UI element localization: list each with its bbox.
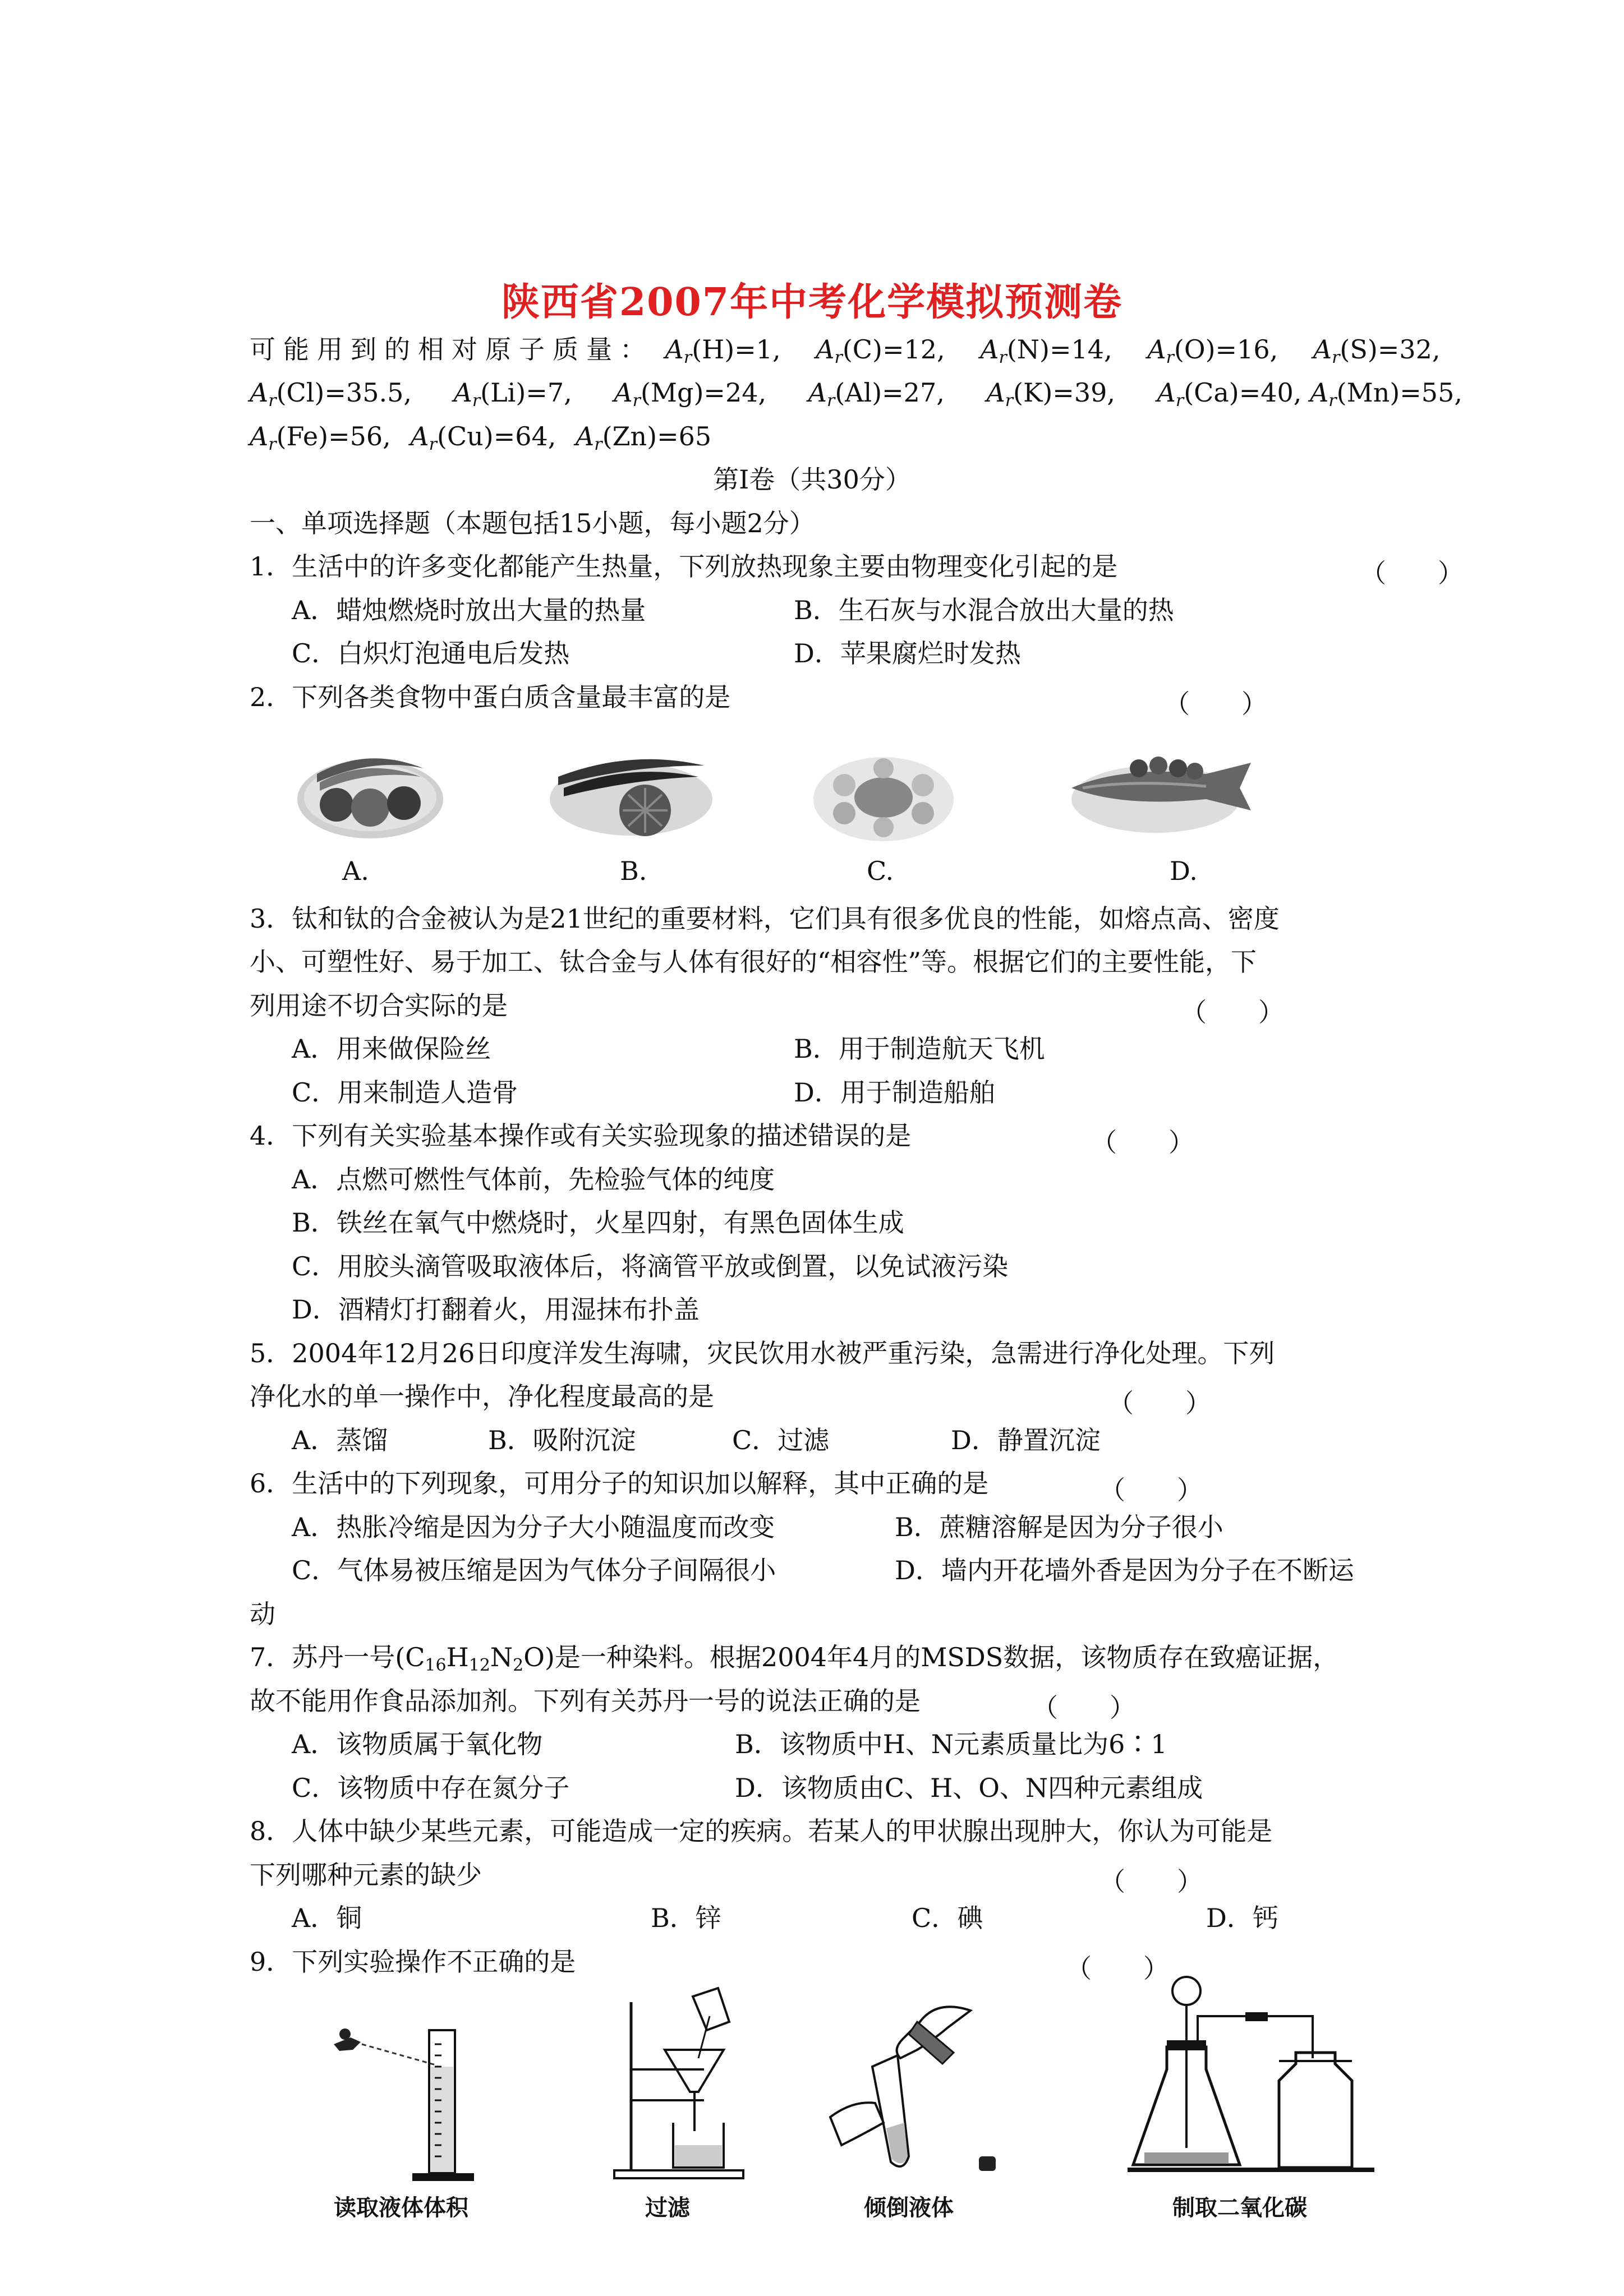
q3-option-c: C．用来制造人造骨 (292, 1077, 518, 1108)
atomic-mass-line-2: $A_r(Cl)=35.5$, $A_r(Li)=7$, $A_r(Mg)=24$, $A_r(Al)=27$, $A_r(K)=39$, $A_r(Ca)=40$, $A_r(Mn)=55$, (250, 377, 1462, 411)
q8-option-c: C．碘 (912, 1903, 983, 1933)
q7-stem-line-2: 故不能用作食品添加剂。下列有关苏丹一号的说法正确的是 (250, 1686, 921, 1716)
q7-option-d: D．该物质由C、H、O、N四种元素组成 (735, 1773, 1203, 1803)
q5-option-d: D．静置沉淀 (951, 1425, 1101, 1455)
q5-stem-line-2: 净化水的单一操作中，净化程度最高的是 (250, 1381, 714, 1412)
q1-option-c: C．白炽灯泡通电后发热 (292, 638, 570, 668)
caption-pouring-liquid: 倾倒液体 (864, 2194, 954, 2221)
caption-reading-volume: 读取液体体积 (334, 2194, 468, 2221)
exam-title: 陕西省2007年中考化学模拟预测卷 (501, 280, 1123, 325)
q2-answer-bracket: （ ） (1164, 689, 1267, 719)
q1-option-d: D．苹果腐烂时发热 (794, 638, 1021, 668)
q2-option-c: C. (867, 856, 894, 886)
q1-option-b: B．生石灰与水混合放出大量的热 (794, 595, 1174, 625)
graduated-cylinder-diagram (328, 2022, 485, 2184)
q6-stem: 6．生活中的下列现象，可用分子的知识加以解释，其中正确的是 (250, 1468, 989, 1499)
q7-stem-line-1: 7．苏丹一号$(C_{16}H_{12}N_2O)$是一种染料。根据2004年4月的MSDS数据，该物质存在致癌证据， (250, 1642, 1339, 1675)
q6-option-a: A．热胀冷缩是因为分子大小随温度而改变 (292, 1512, 775, 1542)
q4-answer-bracket: （ ） (1091, 1127, 1194, 1158)
q2-option-d: D. (1170, 856, 1198, 886)
q7-option-a: A．该物质属于氧化物 (292, 1729, 543, 1759)
q9-answer-bracket: （ ） (1066, 1953, 1169, 1984)
fish-egg-plate-image (1066, 740, 1257, 841)
q8-stem-line-2: 下列哪种元素的缺少 (250, 1860, 482, 1890)
q2-option-b: B. (620, 856, 647, 886)
q3-option-b: B．用于制造航天飞机 (794, 1034, 1045, 1064)
section-title: 第Ⅰ卷（共30分） (713, 464, 911, 495)
q5-stem-line-1: 5．2004年12月26日印度洋发生海啸，灾民饮用水被严重污染，急需进行净化处理。下列 (250, 1338, 1275, 1368)
co2-generation-diagram (1128, 1974, 1374, 2187)
q8-option-b: B．锌 (651, 1903, 721, 1933)
q8-stem-line-1: 8．人体中缺少某些元素，可能造成一定的疾病。若某人的甲状腺出现肿大，你认为可能是 (250, 1816, 1273, 1846)
q7-option-c: C．该物质中存在氮分子 (292, 1773, 570, 1803)
atomic-mass-line-3: $A_r(Fe)=56$, $A_r(Cu)=64$, $A_r(Zn)=65$ (250, 421, 712, 454)
q3-stem-line-1: 3．钛和钛的合金被认为是21世纪的重要材料，它们具有很多优良的性能，如熔点高、密度 (250, 903, 1280, 934)
caption-co2-generation: 制取二氧化碳 (1172, 2194, 1307, 2221)
q1-answer-bracket: （ ） (1360, 558, 1464, 588)
q8-option-d: D．钙 (1206, 1903, 1278, 1933)
q6-option-d-continued: 动 (250, 1599, 275, 1629)
q9-stem: 9．下列实验操作不正确的是 (250, 1947, 576, 1977)
q4-option-d: D．酒精灯打翻着火，用湿抹布扑盖 (292, 1294, 700, 1325)
filtration-diagram (609, 1985, 755, 2187)
q6-answer-bracket: （ ） (1099, 1475, 1203, 1505)
q5-option-c: C．过滤 (732, 1425, 830, 1455)
q1-stem: 1．生活中的许多变化都能产生热量，下列放热现象主要由物理变化引起的是 (250, 551, 1118, 582)
caption-filtration: 过滤 (645, 2194, 690, 2221)
q3-option-d: D．用于制造船舶 (794, 1077, 995, 1108)
rice-dish-image (811, 746, 956, 844)
q3-option-a: A．用来做保险丝 (292, 1034, 491, 1064)
q7-answer-bracket: （ ） (1032, 1693, 1135, 1723)
q3-answer-bracket: （ ） (1181, 997, 1284, 1027)
q5-answer-bracket: （ ） (1108, 1388, 1211, 1418)
q1-option-a: A．蜡烛燃烧时放出大量的热量 (292, 595, 646, 625)
part-title: 一、单项选择题（本题包括15小题，每小题2分） (250, 508, 815, 538)
q6-option-d: D．墙内开花墙外香是因为分子在不断运 (895, 1555, 1354, 1585)
q8-answer-bracket: （ ） (1099, 1866, 1203, 1897)
q5-option-b: B．吸附沉淀 (488, 1425, 636, 1455)
q4-option-a: A．点燃可燃性气体前，先检验气体的纯度 (292, 1164, 775, 1195)
fruit-plate-image (295, 735, 446, 841)
q2-option-a: A. (342, 856, 369, 886)
q4-stem: 4．下列有关实验基本操作或有关实验现象的描述错误的是 (250, 1121, 912, 1151)
pouring-liquid-diagram (819, 1988, 1010, 2190)
q6-option-b: B．蔗糖溶解是因为分子很小 (895, 1512, 1223, 1542)
atomic-mass-line-1: 可能用到的相对原子质量： $A_r(H)=1$, $A_r(C)=12$, $A_r(N)=14$, $A_r(O)=16$, $A_r(S)=32$, (250, 334, 1441, 367)
q8-option-a: A．铜 (292, 1903, 362, 1933)
sweet-potato-image (547, 732, 715, 844)
q3-stem-line-2: 小、可塑性好、易于加工、钛合金与人体有很好的“相容性”等。根据它们的主要性能，下 (250, 947, 1257, 977)
q2-stem: 2．下列各类食物中蛋白质含量最丰富的是 (250, 682, 731, 712)
q4-option-b: B．铁丝在氧气中燃烧时，火星四射，有黑色固体生成 (292, 1207, 904, 1238)
q5-option-a: A．蒸馏 (292, 1425, 388, 1455)
q4-option-c: C．用胶头滴管吸取液体后，将滴管平放或倒置，以免试液污染 (292, 1251, 1009, 1281)
q3-stem-line-3: 列用途不切合实际的是 (250, 990, 508, 1021)
q7-option-b: B．该物质中H、N元素质量比为6∶1 (735, 1729, 1167, 1759)
q6-option-c: C．气体易被压缩是因为气体分子间隔很小 (292, 1555, 776, 1585)
